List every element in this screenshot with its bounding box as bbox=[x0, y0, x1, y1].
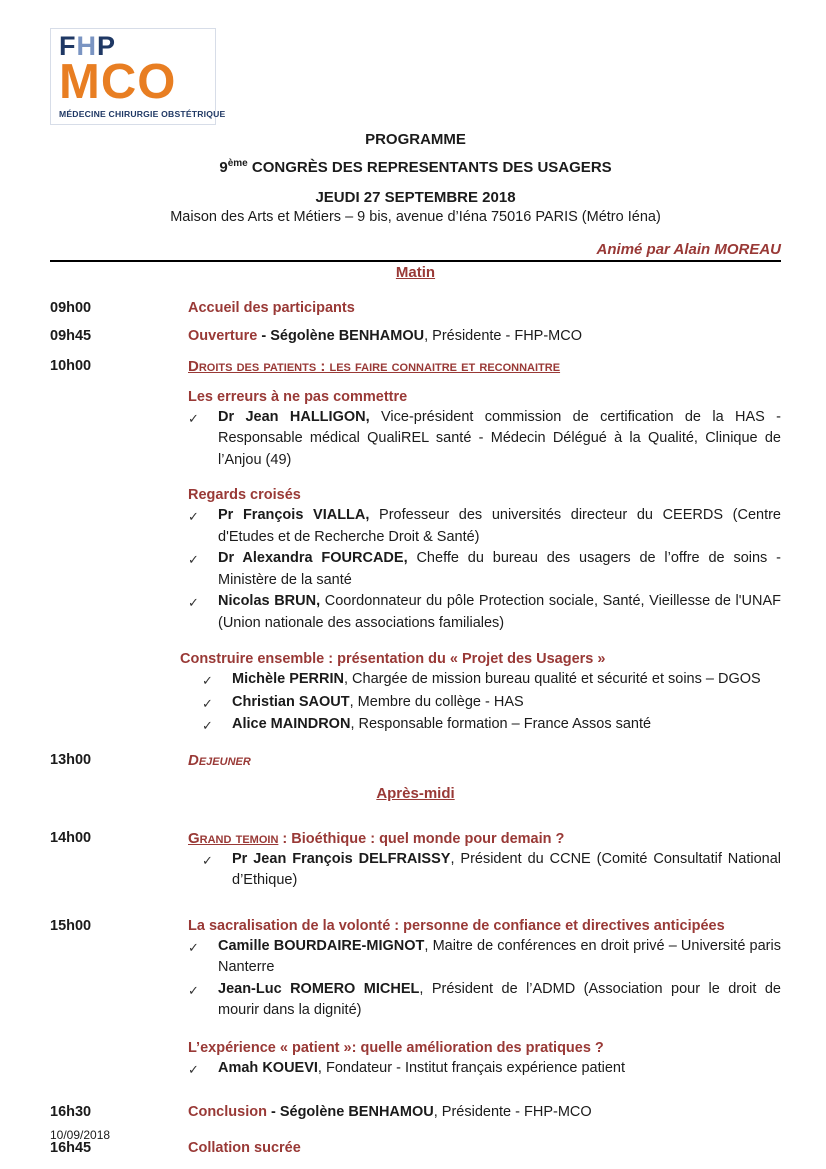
schedule-row-grand-temoin bbox=[50, 830, 781, 892]
subsection-heading: Les erreurs à ne pas commettre bbox=[188, 388, 408, 405]
schedule-row-sacralisation bbox=[50, 918, 781, 1081]
speaker-item bbox=[188, 849, 781, 892]
checkmark-icon: ✓ bbox=[202, 718, 213, 734]
subsection-heading: Regards croisés bbox=[188, 487, 301, 504]
checkmark-icon: ✓ bbox=[188, 552, 199, 568]
checkmark-icon: ✓ bbox=[188, 939, 199, 955]
time-label: 14h00 bbox=[50, 829, 92, 846]
session-title: Ouverture - Ségolène BENHAMOU, Présidente - FHP-MCO bbox=[188, 327, 583, 344]
speaker-item bbox=[188, 1058, 781, 1081]
time-label: 13h00 bbox=[50, 751, 92, 768]
speaker-role: Professeur des universités directeur du CEERDS (Centre d'Etudes et de Recherche Droit & Santé) bbox=[218, 507, 781, 545]
speaker-role: , Président du CCNE (Comité Consultatif National d’Ethique) bbox=[232, 850, 781, 889]
session-title: La sacralisation de la volonté : personne de confiance et directives anticipées bbox=[188, 917, 725, 934]
speaker-name: Nicolas BRUN, bbox=[218, 593, 321, 610]
event-date: JEUDI 27 SEPTEMBRE 2018 bbox=[315, 188, 516, 206]
logo-subtitle: MÉDECINE CHIRURGIE OBSTÉTRIQUE bbox=[59, 109, 226, 119]
session-title: Conclusion - Ségolène BENHAMOU, Présidente - FHP-MCO bbox=[188, 1104, 592, 1121]
speaker-role: , Fondateur - Institut français expérience patient bbox=[317, 1059, 626, 1076]
speaker-role: , Présidente - FHP-MCO bbox=[424, 327, 583, 344]
speaker-name: Amah KOUEVI bbox=[218, 1059, 318, 1076]
speaker-role: Cheffe du bureau des usagers de l’offre de soins - Ministère de la santé bbox=[218, 550, 781, 588]
speaker-name: Dr Alexandra FOURCADE, bbox=[218, 550, 408, 567]
time-label: 10h00 bbox=[50, 357, 92, 374]
congress-title: 9ème CONGRÈS DES REPRESENTANTS DES USAGERS bbox=[219, 157, 612, 176]
speaker-name: Camille BOURDAIRE-MIGNOT bbox=[218, 937, 425, 954]
speaker-role: , Maitre de conférences en droit privé – Université paris Nanterre bbox=[218, 937, 781, 976]
checkmark-icon: ✓ bbox=[188, 982, 199, 998]
fhp-mco-logo bbox=[50, 28, 226, 125]
time-label: 16h30 bbox=[50, 1104, 92, 1121]
speaker-role: , Membre du collège - HAS bbox=[349, 693, 524, 710]
schedule-row-dejeuner bbox=[50, 752, 781, 769]
header-divider bbox=[50, 260, 781, 262]
speaker-item bbox=[188, 669, 781, 692]
speaker-item bbox=[188, 979, 781, 1022]
schedule-row-conclusion bbox=[50, 1104, 781, 1120]
session-title: Accueil des participants bbox=[188, 299, 355, 316]
speaker-role: , Responsable formation – France Assos santé bbox=[350, 716, 652, 733]
schedule-row-accueil bbox=[50, 300, 781, 316]
section-morning: Matin bbox=[395, 263, 436, 281]
checkmark-icon: ✓ bbox=[188, 410, 199, 426]
speaker-item bbox=[188, 548, 781, 591]
checkmark-icon: ✓ bbox=[188, 1061, 199, 1077]
schedule-row-droits bbox=[50, 358, 781, 737]
speaker-item bbox=[188, 505, 781, 548]
event-venue: Maison des Arts et Métiers – 9 bis, avenue d’Iéna 75016 PARIS (Métro Iéna) bbox=[170, 208, 661, 225]
speaker-name: Pr François VIALLA, bbox=[218, 507, 370, 524]
schedule-row-collation bbox=[50, 1140, 781, 1156]
session-title: Grand temoin : Bioéthique : quel monde pour demain ? bbox=[188, 829, 565, 847]
speaker-item bbox=[188, 714, 781, 737]
schedule-row-ouverture bbox=[50, 328, 781, 344]
speaker-name: Michèle PERRIN bbox=[232, 671, 344, 688]
speaker-name: Christian SAOUT bbox=[232, 693, 350, 710]
speaker-role: , Président de l’ADMD (Association pour le droit de mourir dans la dignité) bbox=[218, 980, 781, 1019]
time-label: 15h00 bbox=[50, 917, 92, 934]
speaker-item bbox=[188, 692, 781, 715]
time-label: 09h00 bbox=[50, 299, 92, 316]
logo-mco-text: MCO bbox=[59, 55, 177, 109]
speaker-item bbox=[188, 936, 781, 979]
subsection-heading: Construire ensemble : présentation du « Projet des Usagers » bbox=[180, 651, 606, 668]
speaker-name: Ségolène BENHAMOU bbox=[270, 327, 425, 344]
speaker-name: Alice MAINDRON bbox=[232, 716, 351, 733]
checkmark-icon: ✓ bbox=[188, 595, 199, 611]
session-title: Dejeuner bbox=[188, 751, 251, 769]
speaker-role: Vice-président commission de certification de la HAS - Responsable médical QualiREL santé - Médecin Délégué à la Qualité, Clinique de l’Anjou (49) bbox=[218, 408, 782, 468]
session-title: Droits des patients : les faire connaitre et reconnaitre bbox=[188, 357, 561, 375]
subsection-heading: L’expérience « patient »: quelle amélioration des pratiques ? bbox=[188, 1039, 604, 1056]
speaker-item bbox=[188, 591, 781, 634]
speaker-name: Dr Jean HALLIGON, bbox=[218, 408, 370, 425]
time-label: 16h45 bbox=[50, 1140, 92, 1157]
moderator-credit: Animé par Alain MOREAU bbox=[596, 240, 781, 258]
speaker-name: Ségolène BENHAMOU bbox=[279, 1104, 434, 1121]
document-date: 10/09/2018 bbox=[50, 1128, 111, 1142]
ordinal-superscript: ème bbox=[227, 157, 248, 169]
checkmark-icon: ✓ bbox=[202, 852, 213, 868]
checkmark-icon: ✓ bbox=[188, 509, 199, 525]
speaker-role: , Chargée de mission bureau qualité et sécurité et soins – DGOS bbox=[344, 671, 761, 688]
speaker-name: Jean-Luc ROMERO MICHEL bbox=[218, 980, 420, 997]
session-title: Collation sucrée bbox=[188, 1140, 301, 1157]
speaker-item bbox=[188, 407, 781, 472]
time-label: 09h45 bbox=[50, 327, 92, 344]
speaker-role: , Présidente - FHP-MCO bbox=[433, 1104, 592, 1121]
section-afternoon: Après-midi bbox=[376, 784, 455, 802]
logo-fhp-text: FHP bbox=[59, 31, 117, 61]
speaker-name: Pr Jean François DELFRAISSY bbox=[232, 850, 451, 867]
checkmark-icon: ✓ bbox=[202, 673, 213, 689]
checkmark-icon: ✓ bbox=[202, 695, 213, 711]
speaker-role: Coordonnateur du pôle Protection sociale, Santé, Vieillesse de l'UNAF (Union nationale des associations familiales) bbox=[218, 593, 781, 631]
page-title: PROGRAMME bbox=[365, 130, 466, 148]
